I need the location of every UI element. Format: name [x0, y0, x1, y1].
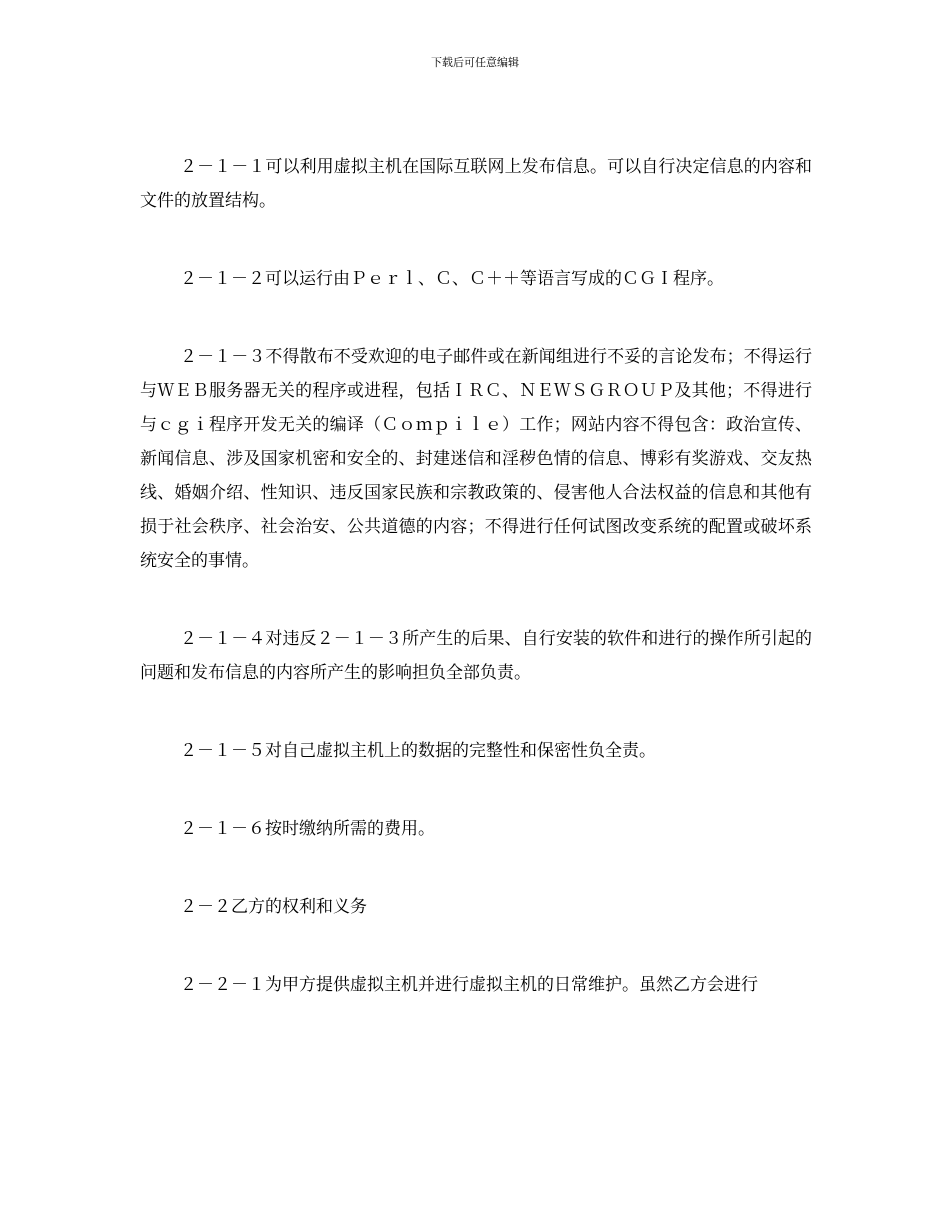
paragraph-2-1-1: ２－１－１可以利用虚拟主机在国际互联网上发布信息。可以自行决定信息的内容和文件的放置结构。: [140, 157, 812, 211]
paragraph-2-1-3: ２－１－３不得散布不受欢迎的电子邮件或在新闻组进行不妥的言论发布；不得运行与ＷＥＢ服务器无关的程序或进程，包括ＩＲＣ、ＮＥＷＳＧＲＯＵＰ及其他；不得进行与ｃｇｉ程序开发无关的编译（Ｃｏｍｐｉｌｅ）工作；网站内容不得包含：政治宣传、新闻信息、涉及国家机密和安全的、封建迷信和淫秽色情的信息、博彩有奖游戏、交友热线、婚姻介绍、性知识、违反国家民族和宗教政策的、侵害他人合法权益的信息和其他有损于社会秩序、社会治安、公共道德的内容；不得进行任何试图改变系统的配置或破坏系统安全的事情。: [140, 347, 812, 571]
document-body: [140, 150, 812, 1002]
paragraph-2-2-1: ２－２－１为甲方提供虚拟主机并进行虚拟主机的日常维护。虽然乙方会进行: [180, 975, 758, 995]
paragraph-2-1-6: ２－１－６按时缴纳所需的费用。: [180, 819, 435, 839]
paragraph-2-1-2: ２－１－２可以运行由Ｐｅｒｌ、Ｃ、Ｃ＋＋等语言写成的ＣＧＩ程序。: [180, 269, 724, 289]
paragraph-2-1-5: ２－１－５对自己虚拟主机上的数据的完整性和保密性负全责。: [180, 741, 656, 761]
paragraph-2-1-4: ２－１－４对违反２－１－３所产生的后果、自行安装的软件和进行的操作所引起的问题和发布信息的内容所产生的影响担负全部负责。: [140, 629, 812, 683]
section-heading-2-2: ２－２乙方的权利和义务: [180, 897, 367, 917]
page-header: 下载后可任意编辑: [431, 56, 519, 69]
